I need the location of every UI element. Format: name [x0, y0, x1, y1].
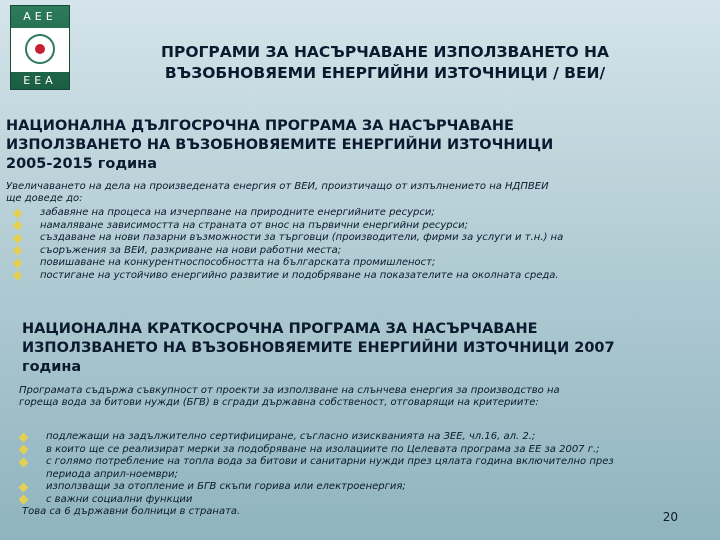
list-item-text: намаляване зависимостта на страната от внос на първични енергийни ресурси; [40, 219, 468, 231]
list-item [14, 245, 563, 258]
slide-title-line: ПРОГРАМИ ЗА НАСЪРЧАВАНЕ ИЗПОЛЗВАНЕТО НА [161, 43, 609, 61]
list-item-text: постигане на устойчиво енергийно развитие и подобряване на показателите на околната среда. [40, 269, 559, 281]
list-item-text: използващи за отопление и БГВ скъпи горива или електроенергия; [46, 481, 406, 492]
list-item-text: в които ще се реализират мерки за подобряване на изолациите по Целевата програма за ЕЕ за 2007 г.; [46, 443, 600, 455]
section1-intro-line: ще доведе до: [6, 193, 83, 204]
list-item-text: съоръжения за ВЕИ, разкриване на нови работни места; [40, 244, 342, 256]
section1-intro [6, 181, 549, 205]
list-item [20, 456, 614, 469]
list-item [20, 431, 614, 444]
section2-bullet-list [20, 431, 614, 506]
list-item [14, 270, 563, 283]
section2-intro-line: гореща вода за битови нужди (БГВ) в сгради държавна собственост, отговарящи на критериите: [19, 397, 539, 408]
list-item [20, 481, 614, 494]
list-item-text: подлежащи на задължително сертифициране, съгласно изискванията на ЗЕЕ, чл.16, ал. 2.; [46, 431, 536, 442]
section2-heading-line: НАЦИОНАЛНА КРАТКОСРОЧНА ПРОГРАМА ЗА НАСЪРЧАВАНЕ [22, 321, 538, 337]
list-item-text: забавяне на процеса на изчерпване на природните енергийните ресурси; [40, 207, 435, 218]
section1-heading [6, 117, 553, 174]
section2-closing: Това са 6 държавни болници в страната. [22, 506, 241, 517]
list-item [20, 444, 614, 457]
list-item [14, 232, 563, 245]
logo-dot-icon [35, 44, 45, 54]
page-number: 20 [662, 510, 678, 524]
eea-logo [10, 5, 70, 90]
slide-title [100, 42, 670, 84]
list-item [14, 207, 563, 220]
diamond-bullet-icon [13, 221, 23, 231]
list-item-text: създаване на нови пазарни възможности за търговци (производители, фирми за услуги и т.н.) на [40, 232, 564, 243]
list-item-text: периода април-ноември; [46, 468, 178, 480]
list-item [14, 257, 563, 270]
diamond-bullet-icon [13, 258, 23, 268]
list-item-text: повишаване на конкурентноспособността на българската промишленост; [40, 257, 436, 268]
section1-heading-line: НАЦИОНАЛНА ДЪЛГОСРОЧНА ПРОГРАМА ЗА НАСЪРЧАВАНЕ [6, 118, 514, 134]
section2-heading-line: ИЗПОЛЗВАНЕТО НА ВЪЗОБНОВЯЕМИТЕ ЕНЕРГИЙНИ ИЗТОЧНИЦИ 2007 [22, 340, 615, 356]
diamond-bullet-icon [19, 482, 29, 492]
diamond-bullet-icon [13, 271, 23, 281]
diamond-bullet-icon [19, 445, 29, 455]
section1-heading-line: ИЗПОЛЗВАНЕТО НА ВЪЗОБНОВЯЕМИТЕ ЕНЕРГИЙНИ ИЗТОЧНИЦИ [6, 137, 554, 153]
slide-title-line: ВЪЗОБНОВЯЕМИ ЕНЕРГИЙНИ ИЗТОЧНИЦИ / ВЕИ/ [164, 64, 606, 82]
list-item-text: с важни социални функции [46, 493, 193, 505]
list-item [20, 494, 614, 507]
diamond-bullet-icon [13, 208, 23, 218]
diamond-bullet-icon [19, 495, 29, 505]
list-item-text: с голямо потребление на топла вода за битови и санитарни нужди през цялата година включително през [46, 456, 614, 467]
section1-intro-line: Увеличаването на дела на произведената енергия от ВЕИ, произтичащо от изпълнението на НДПВЕИ [6, 181, 549, 192]
diamond-bullet-icon [13, 246, 23, 256]
section2-intro [19, 385, 560, 409]
section1-heading-line: 2005-2015 година [6, 156, 157, 172]
diamond-bullet-icon [19, 432, 29, 442]
diamond-bullet-icon [19, 457, 29, 467]
section2-heading-line: година [22, 359, 82, 375]
list-item [14, 220, 563, 233]
diamond-bullet-icon [13, 233, 23, 243]
logo-bottom-text: EEA [23, 74, 57, 87]
list-item-continuation [20, 469, 614, 482]
section1-bullet-list [14, 207, 563, 282]
section2-intro-line: Програмата съдържа съвкупност от проекти за използване на слънчева енергия за производство на [19, 385, 560, 396]
logo-top-text: AEE [23, 10, 57, 23]
section2-heading [22, 320, 615, 377]
